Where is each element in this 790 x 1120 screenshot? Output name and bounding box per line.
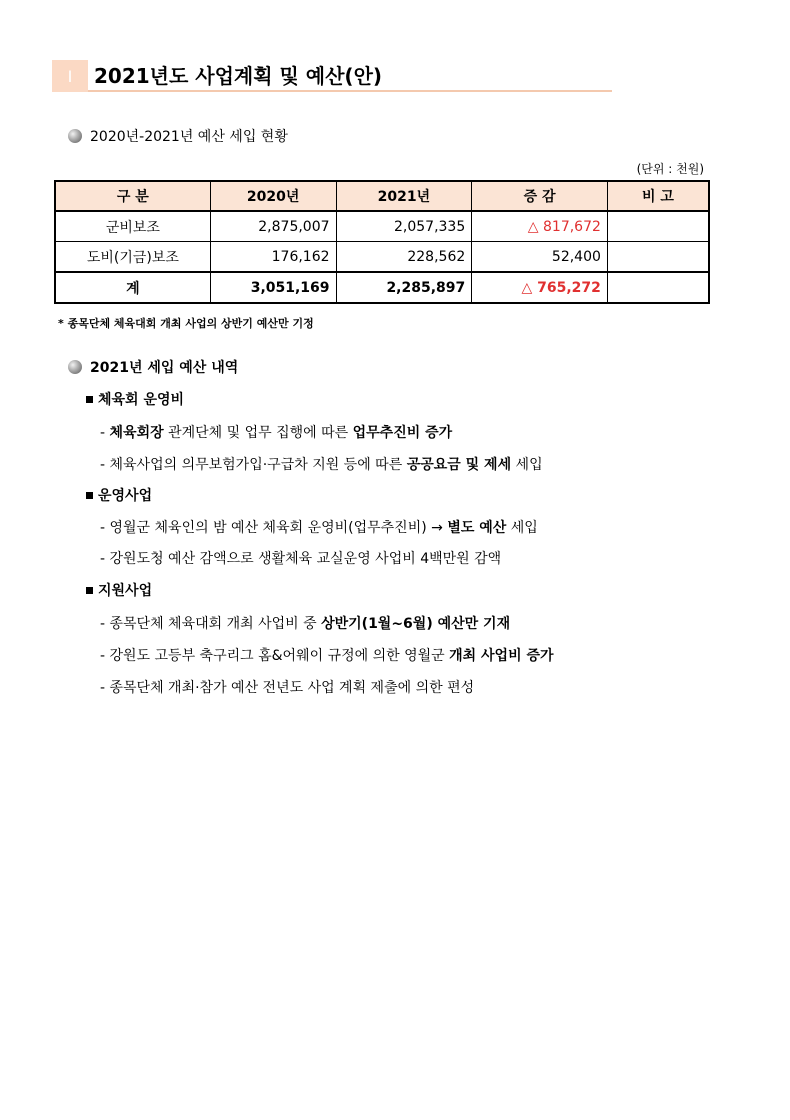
list-item bbox=[100, 422, 452, 442]
item-bold: 개최 사업비 증가 bbox=[449, 648, 554, 664]
item-text: 관계단체 및 업무 집행에 따른 bbox=[163, 425, 353, 441]
total-label: 계 bbox=[55, 272, 210, 303]
bullet-sphere-icon bbox=[68, 129, 82, 143]
section-header bbox=[52, 60, 612, 92]
row-2020: 2,875,007 bbox=[210, 211, 336, 242]
table-row bbox=[55, 242, 709, 273]
group-heading-operating-costs bbox=[86, 389, 184, 409]
item-bold: 체육회장 bbox=[109, 425, 164, 441]
item-text: - 종목단체 체육대회 개최 사업비 중 bbox=[100, 616, 322, 632]
header-2021: 2021년 bbox=[336, 181, 472, 211]
bullet-sphere-icon bbox=[68, 360, 82, 374]
group-title: 체육회 운영비 bbox=[98, 392, 185, 408]
item-text: - 영월군 체육인의 밤 예산 체육회 운영비(업무추진비) → bbox=[100, 520, 448, 536]
group-title: 운영사업 bbox=[98, 488, 153, 504]
table-row bbox=[55, 211, 709, 242]
list-item bbox=[100, 645, 554, 665]
list-item bbox=[100, 613, 510, 633]
item-text: - bbox=[100, 425, 110, 441]
item-bold: 별도 예산 bbox=[447, 520, 507, 536]
row-2021: 228,562 bbox=[336, 242, 472, 273]
total-remarks bbox=[607, 272, 709, 303]
square-bullet-icon bbox=[86, 396, 93, 403]
total-2021: 2,285,897 bbox=[336, 272, 472, 303]
square-bullet-icon bbox=[86, 587, 93, 594]
unit-label: (단위 : 천원) bbox=[636, 162, 704, 176]
item-bold: 업무추진비 증가 bbox=[352, 425, 453, 441]
page-title: 2021년도 사업계획 및 예산(안) bbox=[94, 64, 383, 88]
budget-table bbox=[54, 180, 710, 304]
list-item bbox=[100, 454, 543, 474]
row-2020: 176,162 bbox=[210, 242, 336, 273]
item-text: - 체육사업의 의무보험가입·구급차 지원 등에 따른 bbox=[100, 457, 407, 473]
row-change: 52,400 bbox=[472, 242, 608, 273]
table-total-row bbox=[55, 272, 709, 303]
row-remarks bbox=[607, 211, 709, 242]
group-heading-support bbox=[86, 580, 152, 600]
table-header-row bbox=[55, 181, 709, 211]
title-underline bbox=[88, 90, 612, 92]
header-change: 증 감 bbox=[472, 181, 608, 211]
row-remarks bbox=[607, 242, 709, 273]
header-category: 구 분 bbox=[55, 181, 210, 211]
item-bold: 상반기(1월~6월) 예산만 기재 bbox=[321, 616, 511, 632]
total-change: △ 765,272 bbox=[472, 272, 608, 303]
header-remarks: 비 고 bbox=[607, 181, 709, 211]
group-title: 지원사업 bbox=[98, 583, 153, 599]
square-bullet-icon bbox=[86, 492, 93, 499]
list-item bbox=[100, 517, 538, 537]
section-title: 2020년-2021년 예산 세입 현황 bbox=[90, 129, 288, 145]
item-text: - 강원도 고등부 축구리그 홈&어웨이 규정에 의한 영월군 bbox=[100, 648, 450, 664]
item-text: 세입 bbox=[511, 457, 543, 473]
section-title: 2021년 세입 예산 내역 bbox=[90, 360, 239, 376]
list-item bbox=[100, 548, 501, 568]
section-numeral-box bbox=[52, 60, 88, 92]
group-heading-operations bbox=[86, 485, 152, 505]
table-footnote: * 종목단체 체육대회 개최 사업의 상반기 예산만 기정 bbox=[58, 317, 314, 330]
header-2020: 2020년 bbox=[210, 181, 336, 211]
row-change: △ 817,672 bbox=[472, 211, 608, 242]
item-bold: 공공요금 및 제세 bbox=[406, 457, 512, 473]
item-text: 세입 bbox=[506, 520, 538, 536]
section-numeral: Ⅰ bbox=[67, 66, 73, 86]
section-budget-status-heading bbox=[68, 126, 288, 146]
row-label: 군비보조 bbox=[55, 211, 210, 242]
row-2021: 2,057,335 bbox=[336, 211, 472, 242]
section-revenue-details-heading bbox=[68, 357, 238, 377]
item-text: - 종목단체 개최·참가 예산 전년도 사업 계획 제출에 의한 편성 bbox=[100, 680, 475, 696]
item-text: - 강원도청 예산 감액으로 생활체육 교실운영 사업비 4백만원 감액 bbox=[100, 551, 502, 567]
row-label: 도비(기금)보조 bbox=[55, 242, 210, 273]
list-item bbox=[100, 677, 474, 697]
total-2020: 3,051,169 bbox=[210, 272, 336, 303]
